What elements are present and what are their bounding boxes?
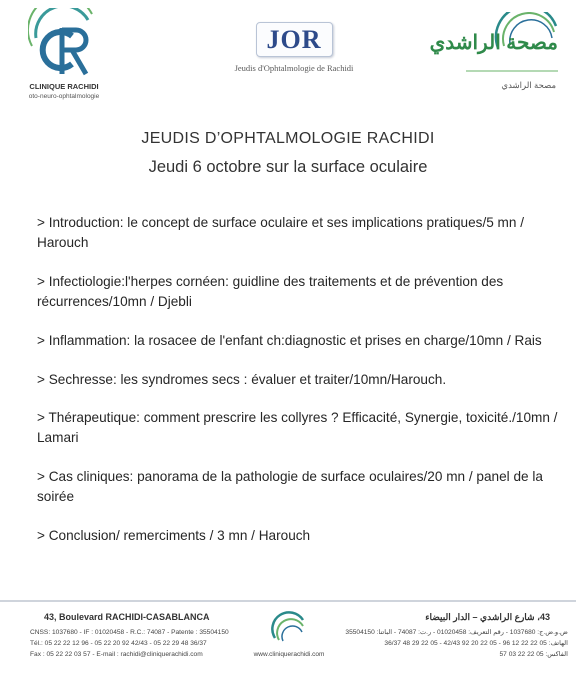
divider-line-icon <box>466 68 558 74</box>
footer-contact-arabic <box>332 612 568 660</box>
jor-subtitle: Jeudis d'Ophtalmologie de Rachidi <box>234 63 354 73</box>
program-item-inflammation: > Inflammation: la rosacee de l'enfant ch:diagnostic et prises en charge/10mn / Rais <box>37 333 542 348</box>
event-subtitle: Jeudi 6 octobre sur la surface oculaire <box>148 158 428 176</box>
program-item-introduction: > Introduction: le concept de surface oculaire et ses implications pratiques/5 mn / Harouch <box>37 215 524 250</box>
program-item-infectiologie: > Infectiologie:l'herpes cornéen: guidline des traitements et de prévention des récurrences/10mn / Djebli <box>37 274 504 309</box>
footer-contact-french <box>30 612 260 660</box>
footer-registration: CNSS: 1037680 - IF : 01020458 - R.C.: 74087 - Patente : 35504150 <box>30 629 229 636</box>
program-item-conclusion: > Conclusion/ remerciments / 3 mn / Harouch <box>37 528 311 543</box>
program-item-sechresse: > Sechresse: les syndromes secs : évaluer et traiter/10mn/Harouch. <box>37 372 447 387</box>
wave-logo-icon <box>269 610 309 644</box>
arabic-clinic-logo <box>429 12 562 102</box>
footer-phone: Tél.: 05 22 22 12 96 - 05 22 20 92 42/43 - 05 22 29 48 36/37 <box>30 640 207 647</box>
arabic-clinic-name: مصحة الراشدي <box>429 32 558 54</box>
footer-website[interactable]: www.cliniquerachidi.com <box>253 651 325 658</box>
jor-acronym: JOR <box>256 22 333 57</box>
clinic-subtitle: oto-neuro-ophtalmologie <box>28 93 100 100</box>
footer <box>0 606 576 677</box>
clinique-rachidi-logo <box>14 8 110 104</box>
arabic-clinic-name-small: مصحة الراشدي <box>501 80 556 90</box>
footer-phone-arabic: الهاتف: 05 22 22 12 96 - 05 22 20 92 42/43 - 05 22 29 48 36/37 <box>384 640 568 647</box>
clinic-name: CLINIQUE RACHIDI <box>29 82 99 91</box>
event-title: JEUDIS D’OPHTALMOLOGIE RACHIDI <box>141 130 435 147</box>
footer-address-arabic: 43، شارع الراشدي – الدار البيضاء <box>425 612 550 622</box>
program-item-therapeutique: > Thérapeutique: comment prescrire les collyres ? Efficacité, Synergie, toxicité./10mn / Lamari <box>37 410 558 445</box>
footer-fax-email: Fax : 05 22 22 03 57 - E-mail : rachidi@cliniquerachidi.com <box>30 651 203 658</box>
footer-fax-arabic: الفاكس: 05 22 22 03 57 <box>499 651 568 658</box>
jor-logo <box>222 22 366 73</box>
footer-registration-arabic: ض.و.ض.ج: 1037680 - رقم التعريف: 01020458 - ر.ت: 74087 - الباتنا: 35504150 <box>345 629 568 636</box>
footer-divider <box>0 600 576 602</box>
program-item-cas-cliniques: > Cas cliniques: panorama de la pathologie de surface oculaires/20 mn / panel de la soirée <box>37 469 543 504</box>
cr-monogram-icon <box>28 8 98 80</box>
program-list <box>37 213 565 565</box>
event-heading <box>0 130 576 177</box>
footer-address: 43, Boulevard RACHIDI-CASABLANCA <box>44 612 210 622</box>
footer-website-block <box>252 610 326 658</box>
